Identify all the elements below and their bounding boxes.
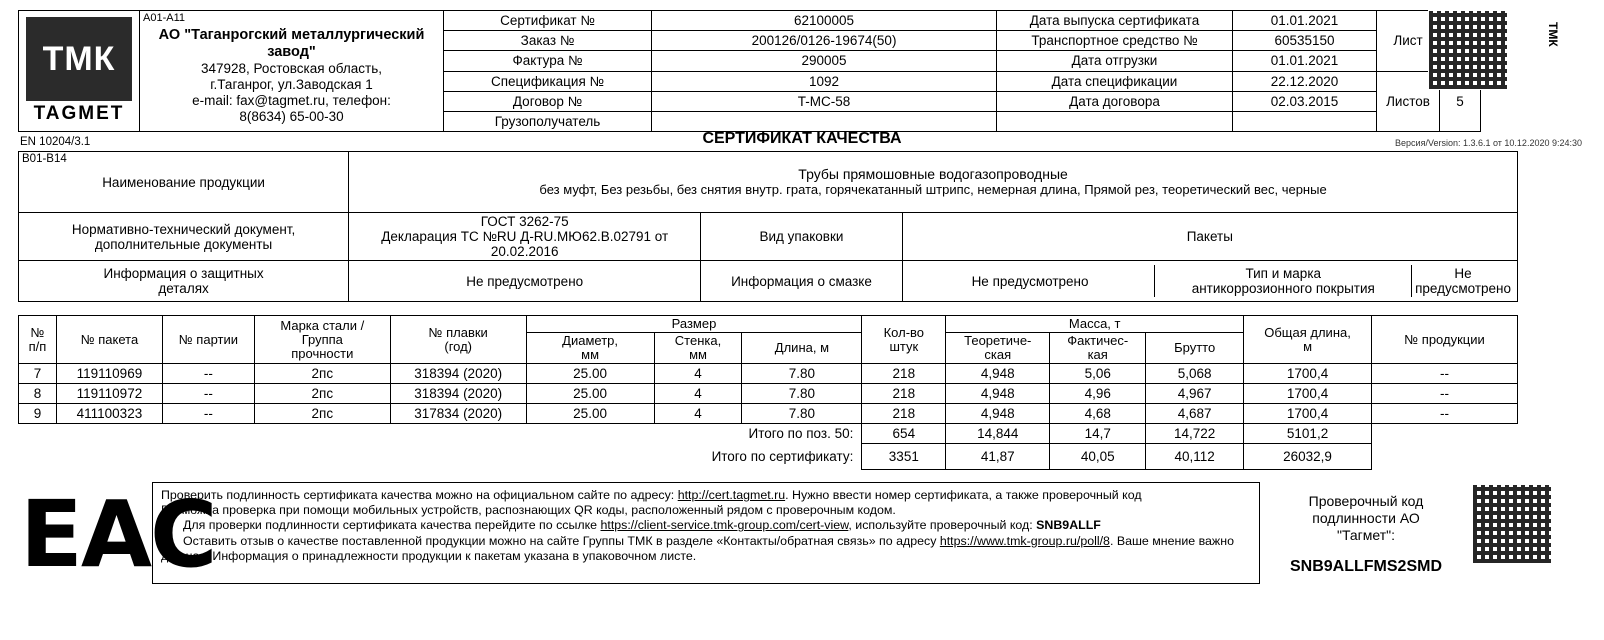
lubricant-value: Не предусмотрено [906, 265, 1155, 297]
nested-table [906, 265, 1514, 297]
coating-label [1155, 265, 1412, 297]
subtotal-factual: 14,7 [1050, 424, 1146, 444]
total-total-length: 26032,9 [1244, 444, 1372, 470]
field-label [997, 112, 1233, 131]
footer-p3-part2: , используйте проверочный код: [848, 518, 1037, 533]
qr-code-icon [1472, 484, 1552, 564]
corner-code-left: A01-A11 [143, 12, 185, 24]
cell-package: 119110972 [56, 384, 162, 404]
total-factual: 40,05 [1050, 444, 1146, 470]
footer-verify-code-inline: SNB9ALLF [1036, 518, 1101, 533]
cell-product-no: -- [1372, 364, 1518, 384]
company-address-line1: 347928, Ростовская область, [200, 61, 383, 76]
normative-doc-value [349, 213, 701, 261]
total-gross: 40,112 [1146, 444, 1244, 470]
product-name-label: Наименование продукции [19, 152, 349, 213]
cell-party: -- [162, 404, 254, 424]
document-header [18, 10, 1518, 132]
cell-theoretical: 4,948 [946, 384, 1050, 404]
col-header-factual [1050, 333, 1146, 364]
product-name-line2: без муфт, Без резьбы, без снятия внутр. грата, горячекатанный штрипс, немерная длина, Прямой рез, теоретический вес, черные [539, 182, 1327, 197]
cell-total-length: 1700,4 [1244, 404, 1372, 424]
cell-qty: 218 [862, 404, 946, 424]
field-value [652, 112, 996, 131]
company-name: АО "Таганрогский металлургический завод" [158, 27, 425, 60]
col-header-heat [390, 316, 526, 364]
total-empty [1372, 444, 1518, 470]
package-type-value: Пакеты [902, 213, 1517, 261]
cell-steel: 2пс [254, 384, 390, 404]
company-address-line2: г.Таганрог, ул.Заводская 1 [210, 77, 373, 92]
col-header-steel-line3: прочности [291, 345, 354, 361]
col-header-length: Длина, м [742, 333, 862, 364]
logo-word: TAGMET [33, 103, 125, 124]
field-row-specification [444, 72, 997, 92]
col-header-wall [654, 333, 742, 364]
total-theoretical: 41,87 [946, 444, 1050, 470]
verification-code-label-line3: "Тагмет": [1336, 527, 1395, 543]
cell-gross: 4,687 [1146, 404, 1244, 424]
verification-code-label [1268, 493, 1464, 544]
protective-parts-label-line1: Информация о защитных [103, 266, 264, 281]
side-brand-label: ТМК [1546, 22, 1560, 47]
col-header-steel-grade [254, 316, 390, 364]
col-header-diameter-line2: мм [581, 347, 600, 362]
coating-value: Не предусмотрено [1415, 266, 1512, 296]
field-label: Грузополучатель [444, 112, 652, 131]
field-row-consignee [444, 112, 997, 132]
table-header-row [19, 316, 1518, 333]
page-title: СЕРТИФИКАТ КАЧЕСТВА [702, 130, 902, 147]
qr-code-icon [1428, 10, 1508, 90]
cell-heat: 317834 (2020) [390, 404, 526, 424]
coating-label-line2: антикоррозионного покрытия [1191, 281, 1375, 296]
table-row [19, 384, 1518, 404]
corner-code-table: B01-B14 [22, 153, 67, 165]
col-header-total-length [1244, 316, 1372, 364]
feedback-poll-link[interactable]: https://www.tmk-group.ru/poll/8 [939, 533, 1110, 548]
normative-doc-label-line1: Нормативно-технический документ, [71, 221, 296, 237]
col-header-party: № партии [162, 316, 254, 364]
cell-gross: 5,068 [1146, 364, 1244, 384]
cell-steel: 2пс [254, 404, 390, 424]
field-label: Фактура № [444, 51, 652, 70]
field-value [1233, 112, 1376, 131]
cell-heat: 318394 (2020) [390, 384, 526, 404]
subtotal-theoretical: 14,844 [946, 424, 1050, 444]
subtotal-total-length: 5101,2 [1244, 424, 1372, 444]
coating-label-line1: Тип и марка [1245, 266, 1322, 281]
cell-factual: 5,06 [1050, 364, 1146, 384]
field-row-contract-date [997, 92, 1377, 112]
footer-p3-part1: Для проверки подлинности сертификата качества перейдите по ссылке [183, 518, 601, 533]
field-row-issue-date [997, 10, 1377, 31]
col-header-num-line2: п/п [28, 338, 47, 354]
field-label: Транспортное средство № [997, 31, 1233, 50]
cell-total-length: 1700,4 [1244, 364, 1372, 384]
package-type-label: Вид упаковки [701, 213, 902, 261]
col-header-theoretical-line1: Теоретиче- [964, 333, 1032, 348]
cert-verify-link[interactable]: http://cert.tagmet.ru [677, 488, 786, 502]
company-contact-line1: e-mail: fax@tagmet.ru, телефон: [192, 93, 391, 108]
en-standard-label: EN 10204/3.1 [20, 136, 91, 148]
field-value: 200126/0126-19674(50) [751, 33, 897, 49]
col-header-qty-line1: Кол-во [883, 324, 925, 340]
footer-p4-part2: . Ваше мнение важно для нас! Информация о принадлежности продукции к пакетам указана в упаковочном листе. [161, 533, 1234, 563]
field-value: 60535150 [1274, 33, 1335, 49]
tmk-tagmet-logo-icon [18, 10, 140, 132]
cell-diameter: 25.00 [526, 404, 654, 424]
lubricant-coating-cells [902, 261, 1517, 302]
lubricant-label: Информация о смазке [701, 261, 902, 302]
field-row-certificate [444, 10, 997, 31]
cell-product-no: -- [1372, 384, 1518, 404]
cell-wall: 4 [654, 404, 742, 424]
table-subtotal-row [19, 424, 1518, 444]
cell-package: 119110969 [56, 364, 162, 384]
cell-diameter: 25.00 [526, 384, 654, 404]
normative-doc-value-line1: ГОСТ 3262-75 [480, 214, 569, 229]
footer-paragraph-1 [161, 488, 1251, 503]
col-header-num [19, 316, 57, 364]
col-header-diameter-line1: Диаметр, [562, 333, 618, 348]
col-header-theoretical [946, 333, 1050, 364]
field-value: 02.03.2015 [1270, 93, 1339, 109]
field-label: Дата отгрузки [997, 51, 1233, 70]
logo-text: ТМК [42, 39, 116, 78]
cell-product-no: -- [1372, 404, 1518, 424]
table-total-row [19, 444, 1518, 470]
cell-length: 7.80 [742, 384, 862, 404]
company-contact-line2: 8(8634) 65-00-30 [239, 109, 344, 124]
table-row [19, 261, 1518, 302]
col-header-steel-line2: Группа [301, 331, 343, 347]
table-row [906, 265, 1514, 297]
footer-p1-part2: . Нужно ввести номер сертификата, а также проверочный код [785, 488, 1142, 502]
verification-code-value: SNB9ALLFMS2SMD [1289, 558, 1442, 575]
footer-paragraph-3 [161, 518, 1251, 533]
field-row-spec-date [997, 72, 1377, 92]
product-info-table [18, 151, 1518, 302]
cell-factual: 4,96 [1050, 384, 1146, 404]
col-header-package: № пакета [56, 316, 162, 364]
cell-num: 8 [19, 384, 57, 404]
field-label: Дата договора [997, 92, 1233, 111]
cell-wall: 4 [654, 364, 742, 384]
field-value: 290005 [801, 53, 847, 69]
verification-code-label-line1: Проверочный код [1308, 493, 1424, 509]
client-service-link[interactable]: https://client-service.tmk-group.com/cert-view [600, 518, 849, 533]
cell-total-length: 1700,4 [1244, 384, 1372, 404]
footer-p4-part1: Оставить отзыв о качестве поставленной продукции можно на сайте Группы ТМК в разделе «Контакты/обратная связь» по адресу [183, 533, 940, 548]
cell-qty: 218 [862, 384, 946, 404]
normative-doc-label-line2: дополнительные документы [94, 236, 273, 252]
col-header-total-length-line2: м [1303, 338, 1313, 354]
footer-paragraph-2: Возможна проверка при помощи мобильных устройств, распознающих QR коды, расположенный рядом с проверочным кодом. [161, 503, 896, 518]
version-label: Версия/Version: 1.3.6.1 от 10.12.2020 9:24:30 [1395, 138, 1582, 148]
field-row-blank [997, 112, 1377, 132]
field-row-invoice [444, 51, 997, 71]
field-value: 1092 [808, 73, 840, 89]
subtotal-gross: 14,722 [1146, 424, 1244, 444]
cell-gross: 4,967 [1146, 384, 1244, 404]
verification-code-label-line2: подлинности АО [1312, 510, 1420, 526]
logo-mark [26, 17, 132, 101]
field-value: 5 [1456, 93, 1464, 109]
col-header-product-no: № продукции [1372, 316, 1518, 364]
field-row-order [444, 31, 997, 51]
protective-parts-label-line2: деталях [158, 281, 209, 296]
col-header-size-group: Размер [526, 316, 862, 333]
col-header-theoretical-line2: ская [984, 347, 1012, 362]
field-label: Сертификат № [444, 11, 652, 30]
cell-qty: 218 [862, 364, 946, 384]
cell-heat: 318394 (2020) [390, 364, 526, 384]
field-value: 01.01.2021 [1270, 53, 1339, 69]
cell-package: 411100323 [56, 404, 162, 424]
field-label: Листов [1377, 72, 1440, 132]
field-value: T-МС-58 [797, 93, 851, 109]
field-row-shipment-date [997, 51, 1377, 71]
normative-doc-label [19, 213, 349, 261]
cell-length: 7.80 [742, 364, 862, 384]
product-name-value [349, 152, 1518, 213]
col-header-wall-line2: мм [689, 347, 707, 362]
field-value: 22.12.2020 [1270, 73, 1339, 89]
total-qty: 3351 [862, 444, 946, 470]
col-header-factual-line2: кая [1087, 347, 1108, 362]
footer-paragraph-4 [161, 534, 1251, 564]
field-label: Лист [1377, 11, 1440, 71]
total-label: Итого по сертификату: [711, 448, 854, 464]
field-row-vehicle [997, 31, 1377, 51]
col-header-gross: Брутто [1146, 333, 1244, 364]
cell-num: 7 [19, 364, 57, 384]
field-label: Договор № [444, 92, 652, 111]
subtotal-qty: 654 [862, 424, 946, 444]
product-name-line1: Трубы прямошовные водогазопроводные [798, 166, 1068, 182]
col-header-diameter [526, 333, 654, 364]
field-label: Заказ № [444, 31, 652, 50]
cell-diameter: 25.00 [526, 364, 654, 384]
protective-parts-value: Не предусмотрено [349, 261, 701, 302]
col-header-steel-line1: Марка стали / [280, 317, 365, 333]
company-info [140, 10, 444, 132]
normative-doc-value-line2: Декларация ТС №RU Д-RU.МЮ62.В.02791 от 20.02.2016 [381, 229, 669, 259]
cell-factual: 4,68 [1050, 404, 1146, 424]
field-label: Спецификация № [444, 72, 652, 91]
cell-party: -- [162, 384, 254, 404]
col-header-qty-line2: штук [889, 338, 919, 354]
col-header-heat-line1: № плавки [428, 324, 488, 340]
field-label: Дата спецификации [997, 72, 1233, 91]
protective-parts-label [19, 261, 349, 302]
cell-num: 9 [19, 404, 57, 424]
cell-steel: 2пс [254, 364, 390, 384]
table-row [19, 213, 1518, 261]
field-value: 62100005 [793, 13, 855, 29]
table-row [19, 152, 1518, 213]
cell-party: -- [162, 364, 254, 384]
col-header-quantity [862, 316, 946, 364]
field-value: 01.01.2021 [1270, 13, 1339, 29]
subtotal-label: Итого по поз. 50: [19, 424, 862, 444]
col-header-heat-line2: (год) [444, 338, 473, 354]
table-row [19, 404, 1518, 424]
footer-p1-part1: Проверить подлинность сертификата качества можно на официальном сайте по адресу: [161, 488, 678, 502]
cell-theoretical: 4,948 [946, 364, 1050, 384]
col-header-wall-line1: Стенка, [674, 333, 722, 348]
col-header-num-line1: № [30, 324, 45, 340]
col-header-factual-line1: Фактичес- [1067, 333, 1129, 348]
products-data-table [18, 315, 1518, 470]
date-fields [997, 10, 1377, 132]
field-row-contract [444, 92, 997, 112]
table-row [19, 364, 1518, 384]
field-label: Дата выпуска сертификата [997, 11, 1233, 30]
cell-theoretical: 4,948 [946, 404, 1050, 424]
eac-conformity-icon: EAC [20, 481, 216, 588]
verification-instructions [152, 482, 1260, 584]
col-header-total-length-line1: Общая длина, [1264, 324, 1351, 340]
certificate-fields [444, 10, 997, 132]
subtotal-empty [1372, 424, 1518, 444]
cell-length: 7.80 [742, 404, 862, 424]
cell-wall: 4 [654, 384, 742, 404]
col-header-mass-group: Масса, т [946, 316, 1244, 333]
